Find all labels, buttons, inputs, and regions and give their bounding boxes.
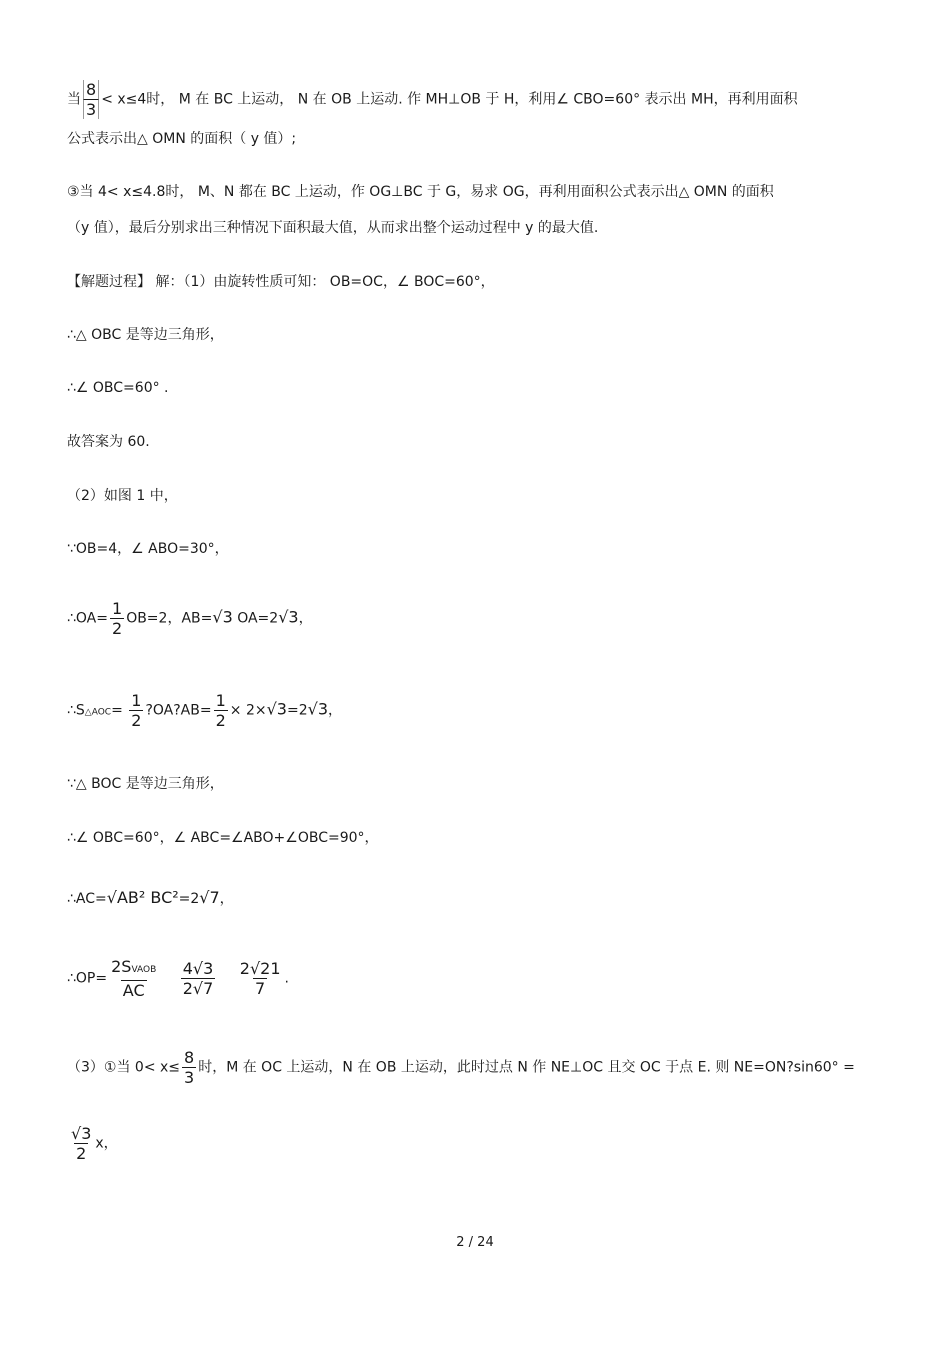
fraction-1-2: $\frac{1}{2}$: [131, 691, 142, 730]
line-15: ∴AC=√AB² BC²=2√7，: [67, 888, 234, 907]
line-11: ∴OA= $\frac{1}{2}$ OB=2，AB=√3 OA=2√3，: [67, 599, 313, 638]
line-5: 【解题过程】 解：（1）由旋转性质可知： OB=OC，∠ BOC=60°，: [67, 274, 495, 290]
line-16: ∴OP= $\frac{\text{2SVAOB}}{AC}$ $\frac{4√3}{2√7}$ $\frac{2√21}{7}$ .: [67, 957, 289, 1000]
fraction-8-3: $\frac{8}{3}$: [83, 80, 99, 119]
line-4: （y 值），最后分别求出三种情况下面积最大值，从而求出整个运动过程中 y 的最大值.: [67, 220, 599, 236]
line-14: ∴∠ OBC=60°，∠ ABC=∠ABO+∠OBC=90°，: [67, 830, 379, 846]
line-2: 公式表示出△ OMN 的面积（ y 值）;: [67, 131, 297, 147]
line-7: ∴∠ OBC=60° .: [67, 380, 169, 396]
fraction-4sqrt3-2sqrt7: $\frac{4√3}{2√7}$: [182, 959, 214, 998]
line-12: ∴S△AOC= $\frac{1}{2}$ ?OA?AB= $\frac{1}{2}$ × 2×√3=2√3，: [67, 691, 342, 730]
line-17: （3）①当 0< x≤ $\frac{8}{3}$ 时，M 在 OC 上运动，N 在 OB 上运动，此时过点 N 作 NE⊥OC 且交 OC 于点 E. 则 NE=ON?sin60° =: [67, 1048, 855, 1087]
fraction-1-2: $\frac{1}{2}$: [215, 691, 226, 730]
line-13: ∵△ BOC 是等边三角形，: [67, 776, 224, 792]
line-3: ③当 4< x≤4.8时， M、N 都在 BC 上运动，作 OG⊥BC 于 G，易求 OG，再利用面积公式表示出△ OMN 的面积: [67, 184, 774, 200]
fraction-1-2: $\frac{1}{2}$: [112, 599, 123, 638]
line-1: 当 $\frac{8}{3}$ < x≤4时， M 在 BC 上运动， N 在 OB 上运动. 作 MH⊥OB 于 H，利用∠ CBO=60° 表示出 MH，再利用面积: [67, 80, 798, 119]
line-10: ∵OB=4，∠ ABO=30°，: [67, 541, 229, 557]
line-8: 故答案为 60.: [67, 434, 150, 450]
line-9: （2）如图 1 中，: [67, 488, 178, 504]
page-number: 2 / 24: [456, 1235, 494, 1250]
line-18: $\frac{√3}{2}$ x，: [71, 1124, 118, 1163]
fraction-sqrt3-2: $\frac{√3}{2}$: [71, 1124, 92, 1163]
fraction-2sqrt21-7: $\frac{2√21}{7}$: [239, 959, 281, 998]
fraction-8-3: $\frac{8}{3}$: [184, 1048, 195, 1087]
fraction-2s-ac: $\frac{\text{2SVAOB}}{AC}$: [111, 957, 157, 1000]
line-6: ∴△ OBC 是等边三角形，: [67, 327, 224, 343]
